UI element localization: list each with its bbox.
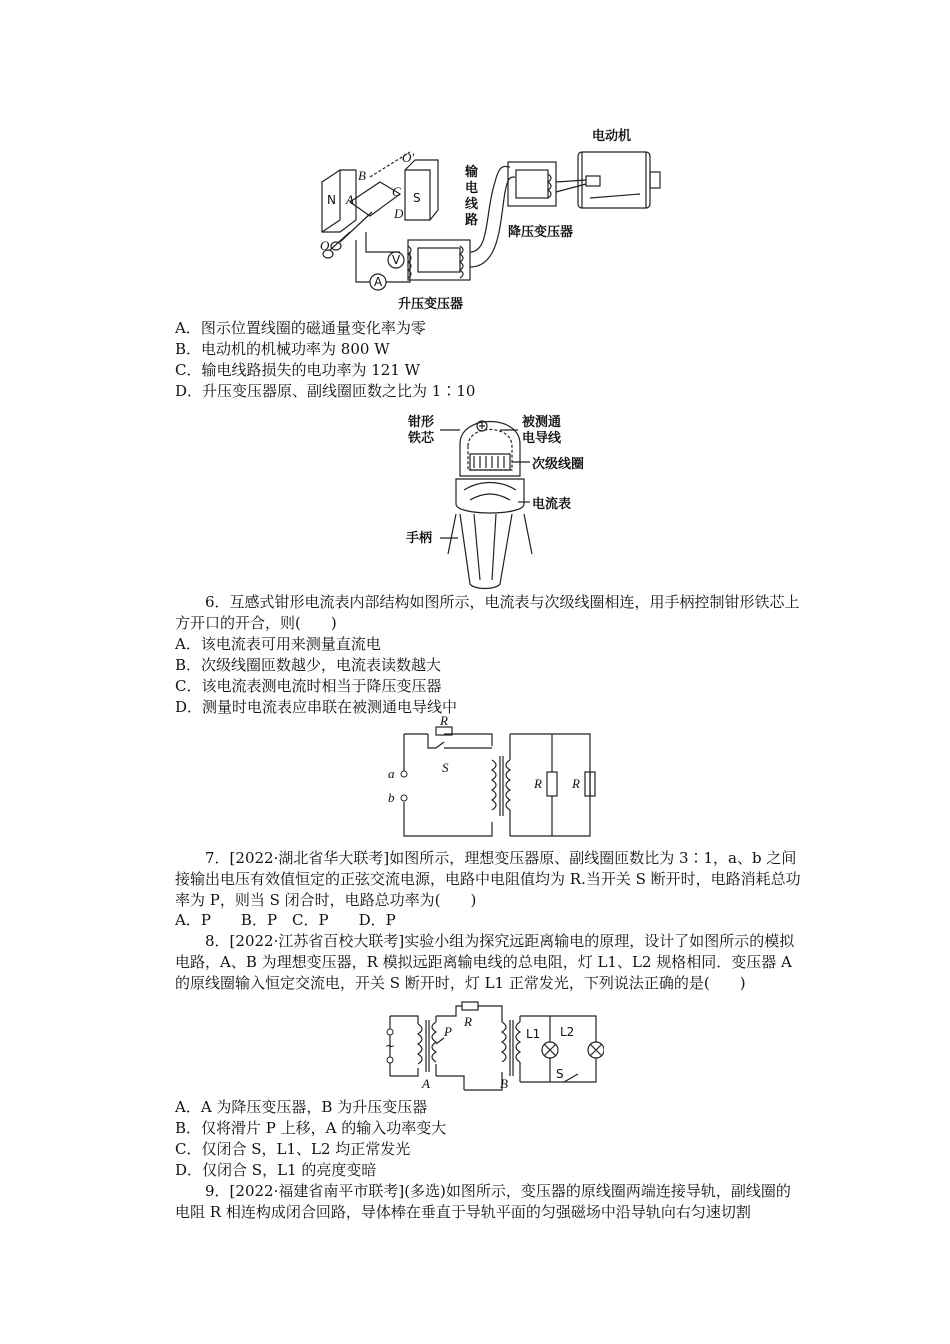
q7-options: A．P B．P C．P D．P bbox=[175, 911, 396, 929]
q7-stem: 7．[2022·湖北省华大联考]如图所示，理想变压器原、副线圈匝数比为 3∶1，a、b 之间接输出电压有效值恒定的正弦交流电源，电路中电阻值均为 R.当开关 S 断开时，电路消耗总功率为 P，则当 S 闭合时，电路总功率为( ) bbox=[175, 849, 801, 909]
fig1-B-label: B bbox=[358, 168, 366, 183]
q6-stem: 6．互感式钳形电流表内部结构如图所示，电流表与次级线圈相连，用手柄控制钳形铁芯上方开口的开合，则( ) bbox=[175, 593, 800, 632]
fig1-step-down-label: 降压变压器 bbox=[508, 225, 574, 240]
fig3-a-label: a bbox=[388, 766, 395, 781]
clamp-meter-figure bbox=[400, 404, 600, 590]
q9-stem: 9．[2022·福建省南平市联考](多选)如图所示，变压器的原线圈两端连接导轨，副线圈的电阻 R 相连构成闭合回路，导体棒在垂直于导轨平面的匀强磁场中沿导轨向右匀速切割 bbox=[175, 1182, 791, 1221]
fig2-coil-label: 次级线圈 bbox=[532, 457, 585, 472]
fig4-P-label: P bbox=[444, 1024, 452, 1039]
fig1-line-char-4: 路 bbox=[465, 213, 479, 228]
fig1-voltmeter-label: V bbox=[392, 253, 401, 267]
q5-option-d: D．升压变压器原、副线圈匝数之比为 1∶10 bbox=[175, 382, 476, 400]
fig2-core-label-1: 钳形 bbox=[408, 415, 435, 430]
transformer-circuit-figure bbox=[384, 716, 604, 842]
fig2-core-label-2: 铁芯 bbox=[408, 431, 435, 446]
fig4-A-label: A bbox=[422, 1076, 430, 1091]
q5-option-a: A．图示位置线圈的磁通量变化率为零 bbox=[175, 319, 426, 337]
fig3-R-label: R bbox=[440, 716, 448, 728]
q8-option-c: C．仅闭合 S，L1、L2 均正常发光 bbox=[175, 1140, 411, 1158]
fig2-meter-label: 电流表 bbox=[532, 497, 572, 512]
fig1-S-label: S bbox=[413, 191, 421, 205]
fig1-O-label: O bbox=[320, 238, 330, 253]
transmission-model-figure bbox=[378, 996, 604, 1092]
q8-option-d: D．仅闭合 S，L1 的亮度变暗 bbox=[175, 1161, 377, 1179]
fig4-B-label: B bbox=[500, 1076, 508, 1091]
fig4-L2-label: L2 bbox=[560, 1025, 575, 1039]
q6-option-a: A．该电流表可用来测量直流电 bbox=[175, 635, 381, 653]
fig3-R2-label: R bbox=[572, 776, 580, 791]
q5-option-b: B．电动机的机械功率为 800 W bbox=[175, 340, 390, 358]
fig1-A-label: A bbox=[346, 192, 354, 207]
fig1-motor-label: 电动机 bbox=[592, 129, 632, 144]
fig3-b-label: b bbox=[388, 790, 395, 805]
fig1-N-label: N bbox=[327, 193, 336, 207]
q8-option-a: A．A 为降压变压器，B 为升压变压器 bbox=[175, 1098, 428, 1116]
fig2-handle-label: 手柄 bbox=[406, 531, 433, 546]
q8-stem: 8．[2022·江苏省百校大联考]实验小组为探究远距离输电的原理，设计了如图所示的模拟电路，A、B 为理想变压器，R 模拟远距离输电线的总电阻，灯 L1、L2 规格相同．变压器 A 的原线圈输入恒定交流电，开关 S 断开时，灯 L1 正常发光，下列说法正确的是( ) bbox=[175, 932, 795, 992]
q6-option-b: B．次级线圈匝数越少，电流表读数越大 bbox=[175, 656, 442, 674]
fig1-line-char-2: 电 bbox=[465, 181, 479, 196]
q8-option-b: B．仅将滑片 P 上移，A 的输入功率变大 bbox=[175, 1119, 447, 1137]
fig1-ammeter-label: A bbox=[374, 275, 383, 289]
fig1-line-char-1: 输 bbox=[465, 165, 479, 180]
fig4-ac-label: ~ bbox=[385, 1039, 396, 1053]
fig2-wire-label-1: 被测通 bbox=[522, 415, 562, 430]
q5-option-c: C．输电线路损失的电功率为 121 W bbox=[175, 361, 421, 379]
fig3-R1-label: R bbox=[534, 776, 542, 791]
fig1-C-label: C bbox=[392, 184, 401, 199]
fig1-step-up-label: 升压变压器 bbox=[398, 297, 464, 312]
fig4-S-label: S bbox=[556, 1067, 564, 1081]
fig2-wire-label-2: 电导线 bbox=[522, 431, 562, 446]
fig4-R-label: R bbox=[464, 1014, 472, 1029]
generator-transmission-figure bbox=[310, 122, 680, 314]
q6-option-c: C．该电流表测电流时相当于降压变压器 bbox=[175, 677, 442, 695]
fig1-O1-label: O′ bbox=[402, 150, 415, 165]
fig1-line-char-3: 线 bbox=[465, 197, 479, 212]
q6-option-d: D．测量时电流表应串联在被测通电导线中 bbox=[175, 698, 458, 716]
fig3-S-label: S bbox=[442, 760, 449, 775]
fig4-L1-label: L1 bbox=[526, 1027, 541, 1041]
fig1-D-label: D bbox=[394, 206, 404, 221]
